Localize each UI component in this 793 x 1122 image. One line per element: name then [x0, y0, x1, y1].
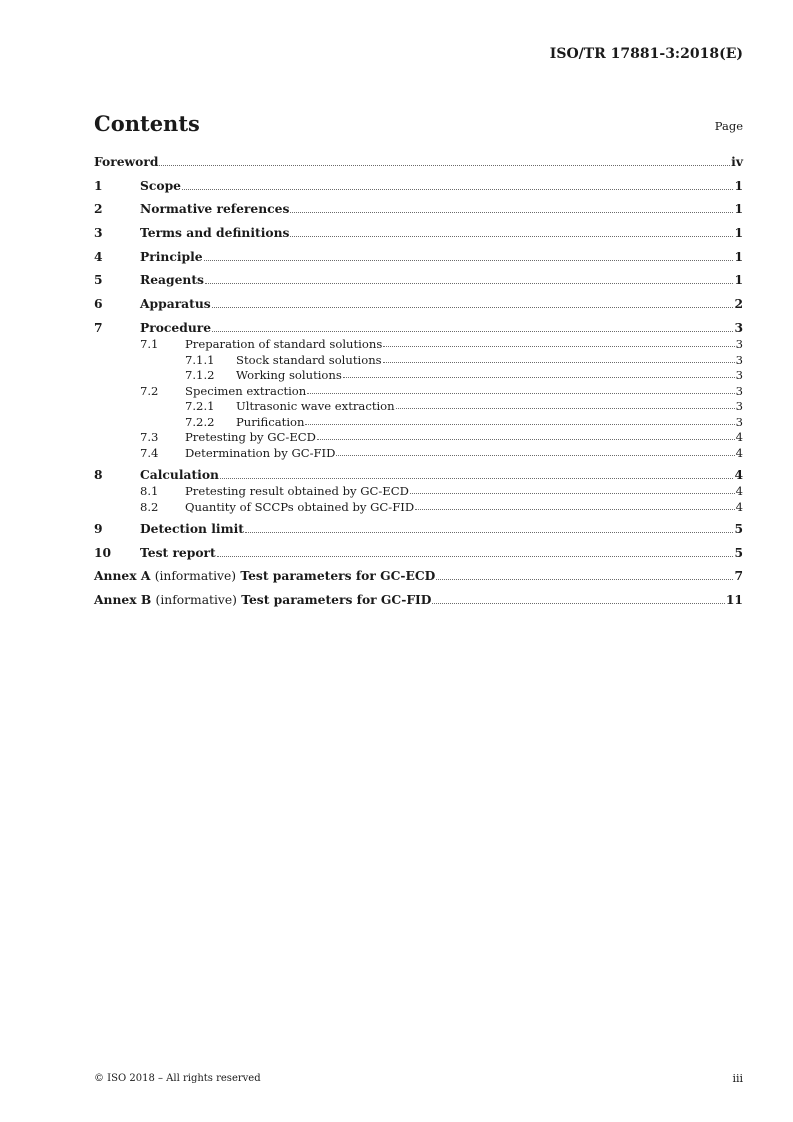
toc-entry-title: Pretesting by GC-ECD [185, 430, 316, 445]
dot-leader [212, 331, 733, 332]
toc-annex-title [94, 569, 435, 583]
toc-entry-title: Foreword [94, 154, 159, 169]
dot-leader [383, 346, 734, 347]
dot-leader [159, 165, 730, 166]
toc-entry-title: Terms and definitions [140, 225, 290, 241]
toc-entry[interactable] [94, 522, 743, 536]
toc-entry-page: 11 [725, 591, 743, 607]
page-number: iii [732, 1072, 743, 1085]
toc-entry[interactable] [94, 447, 743, 459]
toc-entry[interactable] [94, 226, 743, 240]
toc-entry-title: Apparatus [140, 296, 211, 312]
annex-type: (informative) [154, 569, 237, 583]
toc-entry-title: Determination by GC-FID [185, 445, 336, 460]
toc-entry-number: 8.2 [140, 499, 159, 514]
dot-leader [204, 260, 734, 261]
toc-entry-page: 1 [734, 248, 743, 264]
toc-entry-number: 6 [94, 296, 103, 312]
dot-leader [290, 212, 733, 213]
toc-entry-title: Specimen extraction [185, 383, 307, 398]
toc-entry[interactable] [94, 468, 743, 482]
dot-leader [343, 377, 735, 378]
dot-leader [383, 362, 735, 363]
toc-entry[interactable] [94, 416, 743, 428]
toc-entry-page: 3 [735, 368, 743, 383]
toc-entry-page: 3 [735, 414, 743, 429]
toc-entry-number: 9 [94, 520, 103, 536]
annex-label: Annex A [94, 568, 151, 583]
dot-leader [245, 532, 733, 533]
toc-annex-entry[interactable] [94, 569, 743, 583]
toc-entry[interactable] [94, 202, 743, 216]
toc-entry-number: 7.4 [140, 445, 159, 460]
toc-entry[interactable] [94, 179, 743, 193]
toc-entry-page: 1 [734, 201, 743, 217]
toc-entry-title: Quantity of SCCPs obtained by GC-FID [185, 499, 415, 514]
dot-leader [432, 603, 724, 604]
toc-entry-page: 1 [734, 177, 743, 193]
toc-entry[interactable] [94, 273, 743, 287]
toc-entry-number: 2 [94, 201, 103, 217]
toc-entry[interactable] [94, 354, 743, 366]
toc-annex-entry[interactable] [94, 593, 743, 607]
toc-entry-number: 8 [94, 466, 103, 482]
contents-title: Contents [94, 111, 200, 136]
toc-entry-number: 1 [94, 177, 103, 193]
annex-title: Test parameters for GC-FID [241, 591, 432, 607]
copyright-notice: © ISO 2018 – All rights reserved [94, 1073, 261, 1084]
toc-entry-number: 3 [94, 225, 103, 241]
toc-entry-title: Scope [140, 177, 181, 193]
dot-leader [410, 493, 735, 494]
toc-entry-page: iv [731, 154, 743, 169]
toc-entry[interactable] [94, 155, 743, 169]
toc-entry-title: Pretesting result obtained by GC-ECD [185, 484, 409, 499]
page-column-label: Page [714, 119, 743, 133]
toc-entry[interactable] [94, 321, 743, 335]
toc-entry-title: Stock standard solutions [236, 352, 382, 367]
toc-entry-number: 7.1.1 [185, 352, 215, 367]
table-of-contents [94, 155, 743, 607]
toc-entry-page: 7 [734, 568, 743, 583]
dot-leader [307, 393, 734, 394]
toc-entry-title: Purification [236, 414, 305, 429]
toc-entry-title: Calculation [140, 466, 219, 482]
toc-entry-number: 7.2 [140, 383, 159, 398]
toc-entry-page: 5 [734, 520, 743, 536]
toc-entry[interactable] [94, 546, 743, 560]
toc-entry[interactable] [94, 297, 743, 311]
toc-entry-number: 10 [94, 544, 112, 560]
toc-entry[interactable] [94, 338, 743, 350]
toc-entry-title: Procedure [140, 319, 212, 335]
toc-entry-number: 7.3 [140, 430, 159, 445]
dot-leader [317, 439, 735, 440]
toc-entry[interactable] [94, 431, 743, 443]
dot-leader [220, 478, 733, 479]
toc-entry-title: Working solutions [236, 368, 342, 383]
toc-entry-page: 4 [735, 499, 743, 514]
toc-annex-title [94, 593, 431, 607]
toc-entry-number: 7.2.1 [185, 399, 215, 414]
dot-leader [436, 579, 733, 580]
dot-leader [182, 189, 733, 190]
toc-entry-page: 3 [734, 319, 743, 335]
dot-leader [396, 408, 735, 409]
toc-entry-page: 3 [735, 383, 743, 398]
toc-entry[interactable] [94, 400, 743, 412]
dot-leader [212, 307, 734, 308]
toc-entry-title: Ultrasonic wave extraction [236, 399, 395, 414]
toc-entry[interactable] [94, 250, 743, 264]
toc-entry-title: Preparation of standard solutions [185, 337, 383, 352]
toc-entry-title: Test report [140, 544, 216, 560]
toc-entry[interactable] [94, 485, 743, 497]
toc-entry-number: 7.1.2 [185, 368, 215, 383]
toc-entry-page: 3 [735, 399, 743, 414]
toc-entry-page: 4 [735, 430, 743, 445]
toc-entry-title: Reagents [140, 272, 204, 288]
toc-entry-title: Detection limit [140, 520, 244, 536]
dot-leader [205, 283, 733, 284]
toc-entry-number: 4 [94, 248, 103, 264]
toc-entry-page: 5 [734, 544, 743, 560]
toc-entry-page: 3 [735, 337, 743, 352]
annex-label: Annex B [94, 591, 152, 607]
dot-leader [336, 455, 734, 456]
toc-entry-page: 4 [735, 484, 743, 499]
toc-entry-page: 2 [734, 296, 743, 312]
toc-entry-page: 3 [735, 352, 743, 367]
dot-leader [217, 556, 734, 557]
toc-entry-number: 7.1 [140, 337, 159, 352]
toc-entry-number: 8.1 [140, 484, 159, 499]
annex-type: (informative) [155, 592, 237, 607]
document-id: ISO/TR 17881-3:2018(E) [549, 46, 743, 62]
toc-entry-page: 4 [735, 445, 743, 460]
toc-entry-title: Normative references [140, 201, 290, 217]
toc-entry-page: 1 [734, 272, 743, 288]
toc-entry[interactable] [94, 501, 743, 513]
toc-entry-number: 5 [94, 272, 103, 288]
dot-leader [305, 424, 734, 425]
dot-leader [290, 236, 733, 237]
toc-entry[interactable] [94, 369, 743, 381]
annex-title: Test parameters for GC-ECD [240, 568, 436, 583]
toc-entry-title: Principle [140, 248, 203, 264]
dot-leader [415, 509, 734, 510]
toc-entry-number: 7.2.2 [185, 414, 215, 429]
toc-entry[interactable] [94, 385, 743, 397]
toc-entry-page: 1 [734, 225, 743, 241]
toc-entry-number: 7 [94, 319, 103, 335]
toc-entry-page: 4 [734, 466, 743, 482]
